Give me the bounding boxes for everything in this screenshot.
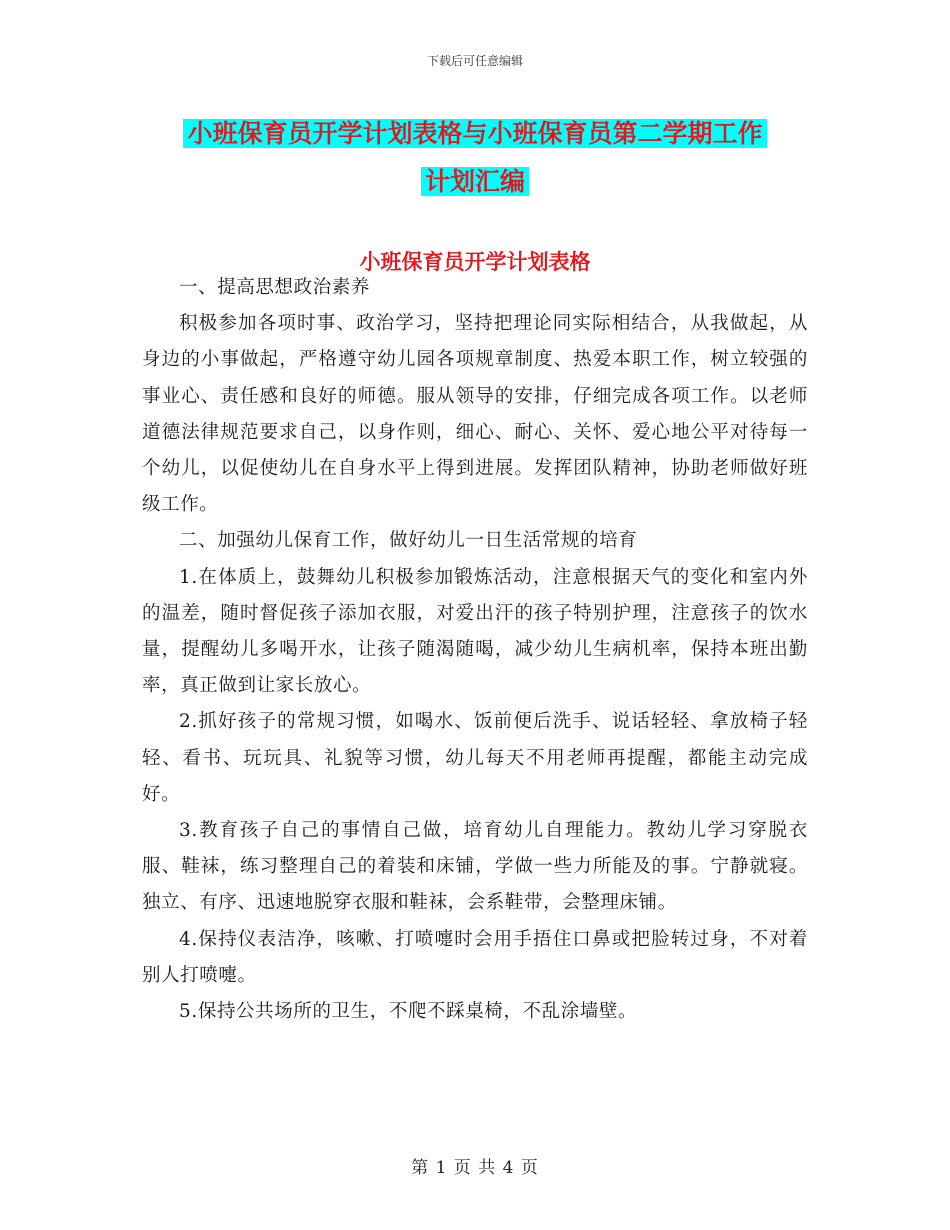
- document-body: [142, 270, 808, 1030]
- page-header-note: 下载后可任意编辑: [426, 54, 523, 68]
- page-number: 第 1 页 共 4 页: [411, 1158, 539, 1178]
- document-title: [140, 110, 810, 206]
- document-title-line-2: 计划汇编: [421, 167, 529, 196]
- paragraph-item-1: 1.在体质上，鼓舞幼儿积极参加锻炼活动，注意根据天气的变化和室内外的温差，随时督促孩子添加衣服，对爱出汗的孩子特别护理，注意孩子的饮水量，提醒幼儿多喝开水，让孩子随渴随喝，减少幼儿生病机率，保持本班出勤率，真正做到让家长放心。: [142, 566, 808, 697]
- paragraph-heading-2: 二、加强幼儿保育工作，做好幼儿一日生活常规的培育: [179, 530, 638, 552]
- paragraph: 积极参加各项时事、政治学习，坚持把理论同实际相结合，从我做起，从身边的小事做起，严格遵守幼儿园各项规章制度、热爱本职工作，树立较强的事业心、责任感和良好的师德。服从领导的安排，仔细完成各项工作。以老师道德法律规范要求自己，以身作则，细心、耐心、关怀、爱心地公平对待每一个幼儿，以促使幼儿在自身水平上得到进展。发挥团队精神，协助老师做好班级工作。: [142, 313, 808, 516]
- section-title: 小班保育员开学计划表格: [359, 250, 591, 274]
- paragraph-item-4: 4.保持仪表洁净，咳嗽、打喷嚏时会用手捂住口鼻或把脸转过身，不对着别人打喷嚏。: [142, 928, 808, 986]
- paragraph-heading-1: 一、提高思想政治素养: [179, 277, 371, 298]
- paragraph-item-3: 3.教育孩子自己的事情自己做，培育幼儿自理能力。教幼儿学习穿脱衣服、鞋袜，练习整理自己的着装和床铺，学做一些力所能及的事。宁静就寝。独立、有序、迅速地脱穿衣服和鞋袜，会系鞋带，会整理床铺。: [142, 820, 808, 914]
- paragraph-item-2: 2.抓好孩子的常规习惯，如喝水、饭前便后洗手、说话轻轻、拿放椅子轻轻、看书、玩玩具、礼貌等习惯，幼儿每天不用老师再提醒，都能主动完成好。: [142, 711, 808, 805]
- document-title-line-1: 小班保育员开学计划表格与小班保育员第二学期工作: [183, 119, 766, 148]
- paragraph-item-5: 5.保持公共场所的卫生，不爬不踩桌椅，不乱涂墙壁。: [179, 1001, 638, 1023]
